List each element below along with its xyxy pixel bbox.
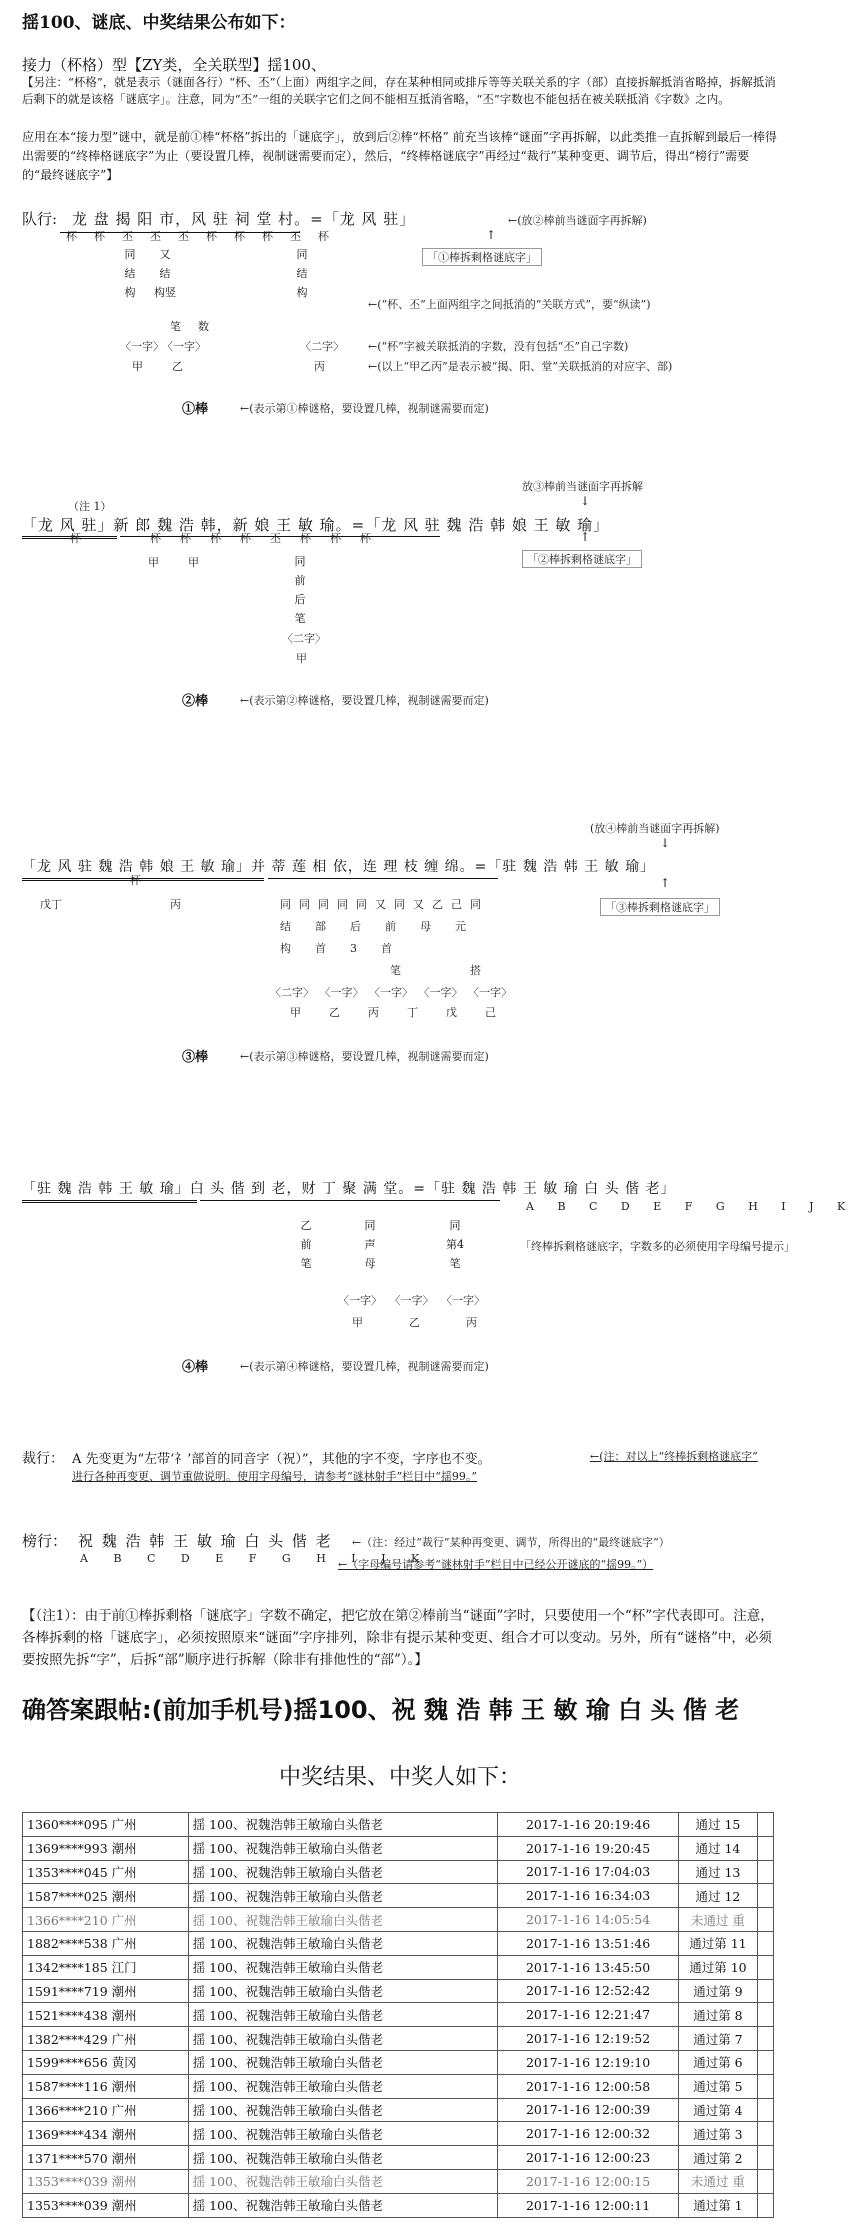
spacer-cell bbox=[757, 1931, 774, 1955]
time-cell: 2017-1-16 12:00:15 bbox=[497, 2169, 679, 2193]
entry-cell: 揺 100、祝魏浩韩王敏瑜白头偕老 bbox=[188, 2003, 497, 2027]
cai-text2: 进行各种再变更、调节重做说明。使用字母编号，请参考“谜林射手”栏目中“揺99。” bbox=[72, 1470, 477, 1483]
spacer-cell bbox=[757, 1955, 774, 1979]
spacer-cell bbox=[757, 2050, 774, 2074]
entry-cell: 揺 100、祝魏浩韩王敏瑜白头偕老 bbox=[188, 2169, 497, 2193]
stick2-head: 放③棒前当谜面字再拆解 bbox=[522, 480, 643, 493]
spacer-cell bbox=[757, 2146, 774, 2170]
stick3-cuo: 搭 bbox=[470, 964, 481, 977]
entry-cell: 揺 100、祝魏浩韩王敏瑜白头偕老 bbox=[188, 1813, 497, 1837]
page-title: 揺100、谜底、中奖结果公布如下： bbox=[22, 13, 296, 33]
time-cell: 2017-1-16 17:04:03 bbox=[497, 1860, 679, 1884]
entry-cell: 揺 100、祝魏浩韩王敏瑜白头偕老 bbox=[188, 1884, 497, 1908]
spacer-cell bbox=[757, 1836, 774, 1860]
spacer-cell bbox=[757, 2003, 774, 2027]
status-cell: 通过第 4 bbox=[679, 2098, 757, 2122]
spacer-cell bbox=[757, 2122, 774, 2146]
stick4-stack3: 同 第4 笔 bbox=[446, 1219, 464, 1270]
time-cell: 2017-1-16 14:05:54 bbox=[497, 1908, 679, 1932]
entry-cell: 揺 100、祝魏浩韩王敏瑜白头偕老 bbox=[188, 2122, 497, 2146]
stick1-col-b: 又 结 构竖 bbox=[154, 248, 176, 299]
stick3-label-b: 丙 bbox=[170, 898, 181, 911]
status-cell: 通过 15 bbox=[679, 1813, 757, 1837]
time-cell: 2017-1-16 13:51:46 bbox=[497, 1931, 679, 1955]
spacer-cell bbox=[757, 2027, 774, 2051]
up-arrow-icon: ↑ bbox=[580, 530, 591, 544]
stick1-two: 〈二字〉 bbox=[300, 340, 344, 353]
stick2-cup-a: 杯 bbox=[70, 532, 81, 545]
spacer-cell bbox=[757, 1813, 774, 1837]
phone-cell: 1369****434 潮州 bbox=[23, 2122, 189, 2146]
entry-cell: 揺 100、祝魏浩韩王敏瑜白头偕老 bbox=[188, 1908, 497, 1932]
spacer-cell bbox=[757, 1860, 774, 1884]
table-row bbox=[23, 1931, 774, 1955]
stick4-rule bbox=[200, 1200, 500, 1201]
stick3-bi: 笔 bbox=[390, 964, 401, 977]
bang-letters: A B C D E F G H I J K bbox=[80, 1552, 431, 1565]
stick1-col-a: 同 结 构 bbox=[124, 248, 136, 299]
stick1-marker: ①棒 bbox=[182, 402, 209, 417]
stick3-cols: 同同同同同又同又乙己同 bbox=[280, 898, 489, 911]
spacer-cell bbox=[757, 2074, 774, 2098]
stick2-jia1: 甲 bbox=[148, 556, 159, 569]
table-row bbox=[23, 1884, 774, 1908]
phone-cell: 1353****039 潮州 bbox=[23, 2193, 189, 2217]
stick1-yi: 乙 bbox=[172, 360, 183, 373]
table-row bbox=[23, 1813, 774, 1837]
stick3-row3: 结部后前母元 bbox=[280, 920, 490, 933]
status-cell: 通过第 6 bbox=[679, 2050, 757, 2074]
stick2-chars: 「龙 风 驻」新 郎 魏 浩 韩，新 娘 王 敏 瑜。=「龙 风 驻 魏 浩 韩 娘 王 敏 瑜」 bbox=[22, 516, 610, 534]
stick1-note-top: ←(放②棒前当谜面字再拆解) bbox=[508, 214, 647, 227]
stick3-head: (放④棒前当谜面字再拆解) bbox=[590, 822, 720, 835]
spacer-cell bbox=[757, 1884, 774, 1908]
entry-cell: 揺 100、祝魏浩韩王敏瑜白头偕老 bbox=[188, 2193, 497, 2217]
time-cell: 2017-1-16 12:00:11 bbox=[497, 2193, 679, 2217]
entry-cell: 揺 100、祝魏浩韩王敏瑜白头偕老 bbox=[188, 1979, 497, 2003]
phone-cell: 1366****210 广州 bbox=[23, 1908, 189, 1932]
stick2-jia2: 甲 bbox=[188, 556, 199, 569]
table-row bbox=[23, 2193, 774, 2217]
spacer-cell bbox=[757, 2098, 774, 2122]
table-row bbox=[23, 1836, 774, 1860]
stick1-shu: 数 bbox=[198, 320, 209, 333]
status-cell: 通过 12 bbox=[679, 1884, 757, 1908]
stick3-cup: 杯 bbox=[130, 874, 141, 887]
stick4-rule-left bbox=[22, 1200, 197, 1203]
stick4-brackets: 〈一字〉 〈一字〉 〈一字〉 bbox=[338, 1294, 485, 1307]
stick4-chars: 「驻 魏 浩 韩 王 敏 瑜」白 头 偕 到 老，财 丁 聚 满 堂。=「驻 魏 浩 韩 王 敏 瑜 白 头 偕 老」 bbox=[22, 1181, 676, 1197]
stick3-marker: ③棒 bbox=[182, 1050, 209, 1065]
stick2-remain: 「②棒拆剩格谜底字」 bbox=[522, 550, 642, 568]
table-row bbox=[23, 2003, 774, 2027]
entry-cell: 揺 100、祝魏浩韩王敏瑜白头偕老 bbox=[188, 2050, 497, 2074]
cai-note: ←(注：对以上“终棒拆剩格谜底字” bbox=[590, 1450, 758, 1463]
note-block: 【（注1）：由于前①棒拆剩格「谜底字」字数不确定，把它放在第②棒前当“谜面”字时，只要使用一个“杯”字代表即可。注意，各棒拆剩的格「谜底字」，必须按照原来“谜面”字序排列，除非有提示某种变更、组合才可以变动。另外，所有“谜格”中，必须要按照先拆“字”，后拆“部”顺序进行拆解（除非有排他性的“部”）。】 bbox=[22, 1608, 774, 1668]
stick1-jia: 甲 bbox=[132, 360, 143, 373]
stick3-rule bbox=[268, 878, 498, 879]
stick3-marker-note: ←(表示第③棒谜格，要设置几棒，视制谜需要而定) bbox=[240, 1050, 489, 1063]
table-row bbox=[23, 2074, 774, 2098]
table-row bbox=[23, 2027, 774, 2051]
stick3-remain: 「③棒拆剩格谜底字」 bbox=[600, 898, 720, 916]
stick1-col-c: 同 结 构 bbox=[296, 248, 308, 299]
status-cell: 通过第 1 bbox=[679, 2193, 757, 2217]
stick1-chars: 龙 盘 揭 阳 市，风 驻 祠 堂 村。=「龙 风 驻」 bbox=[72, 210, 416, 228]
stick1-bing: 丙 bbox=[314, 360, 325, 373]
table-row bbox=[23, 2146, 774, 2170]
time-cell: 2017-1-16 12:00:58 bbox=[497, 2074, 679, 2098]
status-cell: 通过 14 bbox=[679, 1836, 757, 1860]
stick2-cup-row: 杯杯杯杯丕杯杯杯 bbox=[150, 532, 390, 545]
time-cell: 2017-1-16 13:45:50 bbox=[497, 1955, 679, 1979]
stick2-stack: 同 前 后 笔 bbox=[294, 555, 306, 625]
stick4-stack2: 同 声 母 bbox=[364, 1219, 376, 1270]
phone-cell: 1371****570 潮州 bbox=[23, 2146, 189, 2170]
phone-cell: 1591****719 潮州 bbox=[23, 1979, 189, 2003]
spacer-cell bbox=[757, 2193, 774, 2217]
phone-cell: 1353****045 广州 bbox=[23, 1860, 189, 1884]
status-cell: 通过第 11 bbox=[679, 1931, 757, 1955]
phone-cell: 1521****438 潮州 bbox=[23, 2003, 189, 2027]
phone-cell: 1366****210 广州 bbox=[23, 2098, 189, 2122]
time-cell: 2017-1-16 12:19:52 bbox=[497, 2027, 679, 2051]
entry-cell: 揺 100、祝魏浩韩王敏瑜白头偕老 bbox=[188, 1836, 497, 1860]
stick1-remain-label: 「①棒拆剩格谜底字」 bbox=[422, 248, 542, 266]
time-cell: 2017-1-16 16:34:03 bbox=[497, 1884, 679, 1908]
stick1-cup-row: 杯杯丕丕丕杯杯杯丕杯 bbox=[66, 230, 346, 243]
cai-label: 裁行： bbox=[22, 1451, 64, 1467]
stick2-jia3: 甲 bbox=[296, 652, 307, 665]
stick4-stack1: 乙 前 笔 bbox=[300, 1219, 312, 1270]
table-row bbox=[23, 2169, 774, 2193]
bang-label: 榜行： bbox=[22, 1532, 68, 1550]
stick3-letters: 甲乙丙丁戊己 bbox=[290, 1006, 524, 1019]
intro-line1: 接力（杯格）型【ZY类，全关联型】揺100、 bbox=[22, 56, 326, 74]
spacer-cell bbox=[757, 1908, 774, 1932]
stick1-note-way: ←(“杯、丕”上面两组字之间抵消的“关联方式”，要“纵读”) bbox=[368, 298, 651, 311]
phone-cell: 1342****185 江门 bbox=[23, 1955, 189, 1979]
row-label-dui: 队行: bbox=[22, 210, 58, 228]
intro-para2: 应用在本“接力型”谜中，就是前①棒“杯格”拆出的「谜底字」，放到后②棒“杯格” 前充当该棒“谜面”字再拆解，以此类推一直拆解到最后一棒得出需要的“终棒格谜底字”为止（要设置几棒，视制谜需要而定），然后，“终棒格谜底字”再经过“裁行”某种变更、调节后，得出“榜行”需要的“最终谜底字”】 bbox=[22, 130, 777, 182]
stick1-note-abc: ←(以上“甲乙丙”是表示被“揭、阳、堂”关联抵消的对应字、部) bbox=[368, 360, 673, 373]
table-row bbox=[23, 1860, 774, 1884]
phone-cell: 1369****993 潮州 bbox=[23, 1836, 189, 1860]
entry-cell: 揺 100、祝魏浩韩王敏瑜白头偕老 bbox=[188, 1860, 497, 1884]
cai-text: A 先变更为“左带‘礻’部首的同音字（祝）”，其他的字不变，字序也不变。 bbox=[72, 1452, 491, 1467]
stick4-letters: 甲乙丙 bbox=[352, 1316, 523, 1329]
status-cell: 通过第 9 bbox=[679, 1979, 757, 2003]
time-cell: 2017-1-16 12:21:47 bbox=[497, 2003, 679, 2027]
stick4-note-final: 「终棒拆剩格谜底字，字数多的必须使用字母编号提示」 bbox=[520, 1240, 795, 1253]
stick2-marker: ②棒 bbox=[182, 694, 209, 709]
up-arrow-icon: ↑ bbox=[660, 876, 671, 890]
time-cell: 2017-1-16 19:20:45 bbox=[497, 1836, 679, 1860]
bang-note2: ←（字母编号请参考“谜林射手”栏目中已经公开谜底的“揺99。”） bbox=[338, 1558, 654, 1571]
time-cell: 2017-1-16 12:19:10 bbox=[497, 2050, 679, 2074]
stick3-row4: 构首3首 bbox=[280, 942, 416, 955]
table-row bbox=[23, 1908, 774, 1932]
entry-cell: 揺 100、祝魏浩韩王敏瑜白头偕老 bbox=[188, 1931, 497, 1955]
stick1-bi: 笔 bbox=[170, 320, 181, 333]
entry-cell: 揺 100、祝魏浩韩王敏瑜白头偕老 bbox=[188, 2027, 497, 2051]
stick4-letter-row: A B C D E F G H I J K bbox=[526, 1200, 855, 1213]
phone-cell: 1360****095 广州 bbox=[23, 1813, 189, 1837]
answer-line: 确答案跟帖:(前加手机号)揺100、祝 魏 浩 韩 王 敏 瑜 白 头 偕 老 bbox=[22, 1696, 740, 1724]
table-row bbox=[23, 2050, 774, 2074]
stick2-note1: （注 1） bbox=[68, 500, 112, 513]
stick1-note-count: ←(“杯”字被关联抵消的字数，没有包括“丕”自己字数) bbox=[368, 340, 629, 353]
status-cell: 通过第 8 bbox=[679, 2003, 757, 2027]
stick2-two: 〈二字〉 bbox=[282, 632, 326, 645]
bang-note1: ←（注：经过“裁行”某种再变更、调节，所得出的“最终谜底字”） bbox=[352, 1536, 670, 1549]
phone-cell: 1587****116 潮州 bbox=[23, 2074, 189, 2098]
table-row bbox=[23, 1979, 774, 2003]
phone-cell: 1882****538 广州 bbox=[23, 1931, 189, 1955]
entry-cell: 揺 100、祝魏浩韩王敏瑜白头偕老 bbox=[188, 2074, 497, 2098]
spacer-cell bbox=[757, 2169, 774, 2193]
table-row bbox=[23, 1955, 774, 1979]
table-row bbox=[23, 2098, 774, 2122]
bang-text: 祝 魏 浩 韩 王 敏 瑜 白 头 偕 老 bbox=[78, 1532, 333, 1550]
phone-cell: 1599****656 黄冈 bbox=[23, 2050, 189, 2074]
status-cell: 通过 13 bbox=[679, 1860, 757, 1884]
winners-title: 中奖结果、中奖人如下： bbox=[278, 1765, 521, 1790]
time-cell: 2017-1-16 12:00:32 bbox=[497, 2122, 679, 2146]
status-cell: 通过第 5 bbox=[679, 2074, 757, 2098]
stick1-one1: 〈一字〉 bbox=[120, 340, 164, 353]
stick2-marker-note: ←(表示第②棒谜格，要设置几棒，视制谜需要而定) bbox=[240, 694, 489, 707]
stick3-rule-left bbox=[22, 878, 264, 881]
status-cell: 通过第 2 bbox=[679, 2146, 757, 2170]
stick3-brackets: 〈二字〉 〈一字〉 〈一字〉 〈一字〉 〈一字〉 bbox=[270, 986, 512, 999]
entry-cell: 揺 100、祝魏浩韩王敏瑜白头偕老 bbox=[188, 2146, 497, 2170]
status-cell: 通过第 7 bbox=[679, 2027, 757, 2051]
phone-cell: 1587****025 潮州 bbox=[23, 1884, 189, 1908]
time-cell: 2017-1-16 12:00:23 bbox=[497, 2146, 679, 2170]
stick4-marker-note: ←(表示第④棒谜格，要设置几棒，视制谜需要而定) bbox=[240, 1360, 489, 1373]
time-cell: 2017-1-16 12:00:39 bbox=[497, 2098, 679, 2122]
status-cell: 通过第 10 bbox=[679, 1955, 757, 1979]
time-cell: 2017-1-16 12:52:42 bbox=[497, 1979, 679, 2003]
stick3-chars: 「龙 风 驻 魏 浩 韩 娘 王 敏 瑜」并 蒂 莲 相 依，连 理 枝 缠 绵。=「驻 魏 浩 韩 王 敏 瑜」 bbox=[22, 859, 656, 875]
entry-cell: 揺 100、祝魏浩韩王敏瑜白头偕老 bbox=[188, 1955, 497, 1979]
stick1-marker-note: ←(表示第①棒谜格，要设置几棒，视制谜需要而定) bbox=[240, 402, 489, 415]
up-arrow-icon: ↑ bbox=[486, 228, 497, 242]
spacer-cell bbox=[757, 1979, 774, 2003]
time-cell: 2017-1-16 20:19:46 bbox=[497, 1813, 679, 1837]
stick1-one2: 〈一字〉 bbox=[162, 340, 206, 353]
phone-cell: 1353****039 潮州 bbox=[23, 2169, 189, 2193]
down-arrow-icon: ↓ bbox=[660, 836, 671, 850]
down-arrow-icon: ↓ bbox=[580, 494, 591, 508]
status-cell: 未通过 重 bbox=[679, 1908, 757, 1932]
results-table bbox=[22, 1812, 774, 2218]
table-row bbox=[23, 2122, 774, 2146]
status-cell: 通过第 3 bbox=[679, 2122, 757, 2146]
phone-cell: 1382****429 广州 bbox=[23, 2027, 189, 2051]
intro-note: 【另注：“杯格”，就是表示（谜面各行）“杯、丕”（上面）两组字之间，存在某种相同或排斥等等关联关系的字（部）直接拆解抵消省略掉，拆解抵消后剩下的就是该格「谜底字」。注意，同为“丕”一组的关联字它们之间不能相互抵消省略，“丕”字数也不能包括在被关联抵消《字数》之内。 bbox=[22, 75, 776, 106]
entry-cell: 揺 100、祝魏浩韩王敏瑜白头偕老 bbox=[188, 2098, 497, 2122]
stick3-label-a: 戊丁 bbox=[40, 898, 62, 911]
stick4-marker: ④棒 bbox=[182, 1360, 209, 1375]
status-cell: 未通过 重 bbox=[679, 2169, 757, 2193]
